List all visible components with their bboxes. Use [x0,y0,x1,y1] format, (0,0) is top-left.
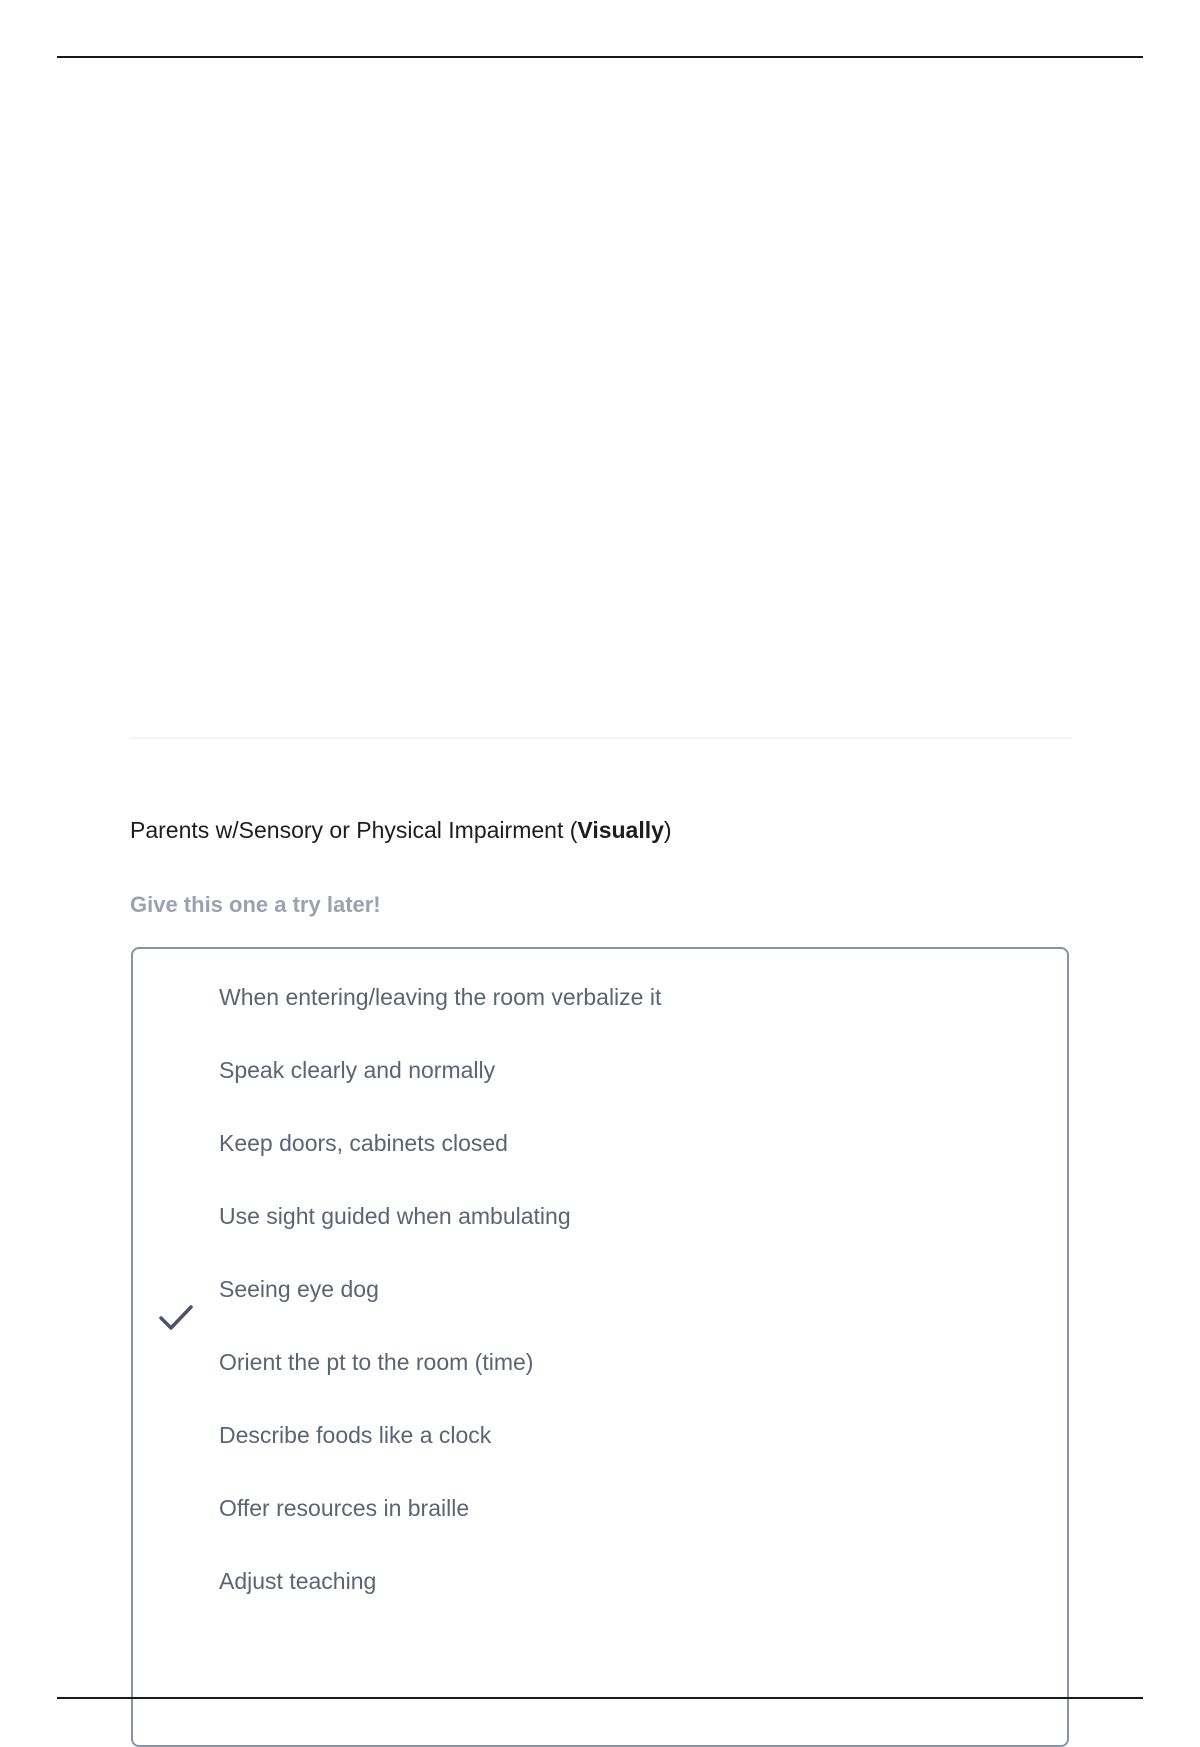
question-title-suffix: ) [663,817,672,843]
answer-option[interactable] [133,1043,1067,1099]
answer-option-label: Use sight guided when ambulating [219,1203,571,1229]
answer-option[interactable] [133,1116,1067,1172]
answer-option[interactable] [133,1335,1067,1391]
answer-option-label: When entering/leaving the room verbalize it [219,984,662,1010]
answer-option[interactable] [133,1554,1067,1610]
page-top-rule [57,56,1143,58]
question-title [130,815,672,845]
answer-option-label: Orient the pt to the room (time) [219,1349,534,1375]
checkmark-icon [158,1302,194,1334]
question-title-emphasis: Visually [577,817,664,843]
section-divider [130,737,1072,739]
answer-option[interactable] [133,1262,1067,1318]
answer-options-box [131,947,1069,1747]
page-bottom-rule [57,1697,1143,1699]
answer-option[interactable] [133,1481,1067,1537]
answer-option-label: Speak clearly and normally [219,1057,496,1083]
question-title-prefix: Parents w/Sensory or Physical Impairment ( [130,817,578,843]
answer-option[interactable] [133,970,1067,1026]
try-later-hint: Give this one a try later! [130,892,381,917]
answer-option-label: Seeing eye dog [219,1276,379,1302]
answer-option[interactable] [133,1408,1067,1464]
answer-option[interactable] [133,1189,1067,1245]
answer-option-label: Offer resources in braille [219,1495,470,1521]
answer-option-label: Adjust teaching [219,1568,377,1594]
answer-option-label: Keep doors, cabinets closed [219,1130,508,1156]
answer-option-label: Describe foods like a clock [219,1422,492,1448]
